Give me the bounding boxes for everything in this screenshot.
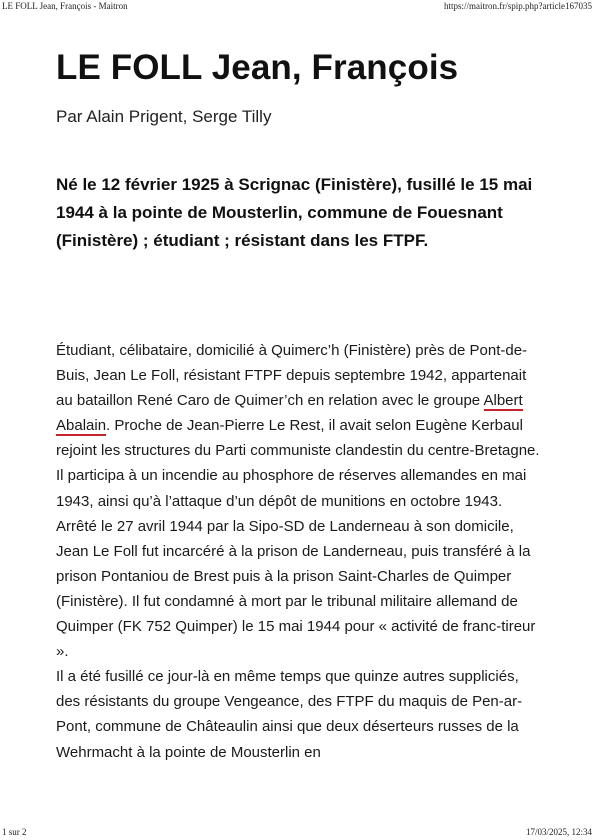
print-footer-page: 1 sur 2 <box>2 827 27 837</box>
article-authors: Par Alain Prigent, Serge Tilly <box>56 107 272 126</box>
link-albert-abalain[interactable]: Albert Abalain <box>56 392 523 435</box>
print-footer <box>2 825 592 837</box>
print-footer-datetime: 17/03/2025, 12:34 <box>525 827 592 837</box>
print-header-url: https://maitron.fr/spip.php?article167035 <box>444 1 592 11</box>
article-body <box>56 338 540 765</box>
body-paragraph-1-start: Étudiant, célibataire, domicilié à Quimerc’h (Finistère) près de Pont-de-Buis, Jean Le Foll, résistant FTPF depuis septembre 1942, appartenait au bataillon René Caro de Quimer’ch en relation avec le groupe <box>56 342 528 410</box>
print-header-title: LE FOLL Jean, François - Maitron <box>2 1 128 11</box>
body-paragraph-2: Il a été fusillé ce jour-là en même temps que quinze autres suppliciés, des résistants du groupe Vengeance, des FTPF du maquis de Pen-ar-Pont, commune de Châteaulin ainsi que deux déserteurs russes de la Wehrmacht à la pointe de Mousterlin en <box>56 668 523 761</box>
article-summary: Né le 12 février 1925 à Scrignac (Finistère), fusillé le 15 mai 1944 à la pointe de Mousterlin, commune de Fouesnant (Finistère) ; étudiant ; résistant dans les FTPF. <box>56 175 533 250</box>
print-header <box>2 1 592 13</box>
body-paragraph-1-end: . Proche de Jean-Pierre Le Rest, il avait selon Eugène Kerbaul rejoint les structures du Parti communiste clandestin du centre-Bretagne. Il participa à un incendie au phosphore de réserves allemandes en mai 1943, ainsi qu’à l’attaque d’un dépôt de munitions en octobre 1943. Arrêté le 27 avril 1944 par la Sipo-SD de Landerneau à son domicile, Jean Le Foll fut incarcéré à la prison de Landerneau, puis transféré à la prison Pontaniou de Brest puis à la prison Saint-Charles de Quimper (Finistère). Il fut condamné à mort par le tribunal militaire allemand de Quimper (FK 752 Quimper) le 15 mai 1944 pour « activité de franc-tireur ». <box>56 417 540 661</box>
body-paragraph-1 <box>56 338 540 664</box>
article-title: LE FOLL Jean, François <box>56 48 459 87</box>
